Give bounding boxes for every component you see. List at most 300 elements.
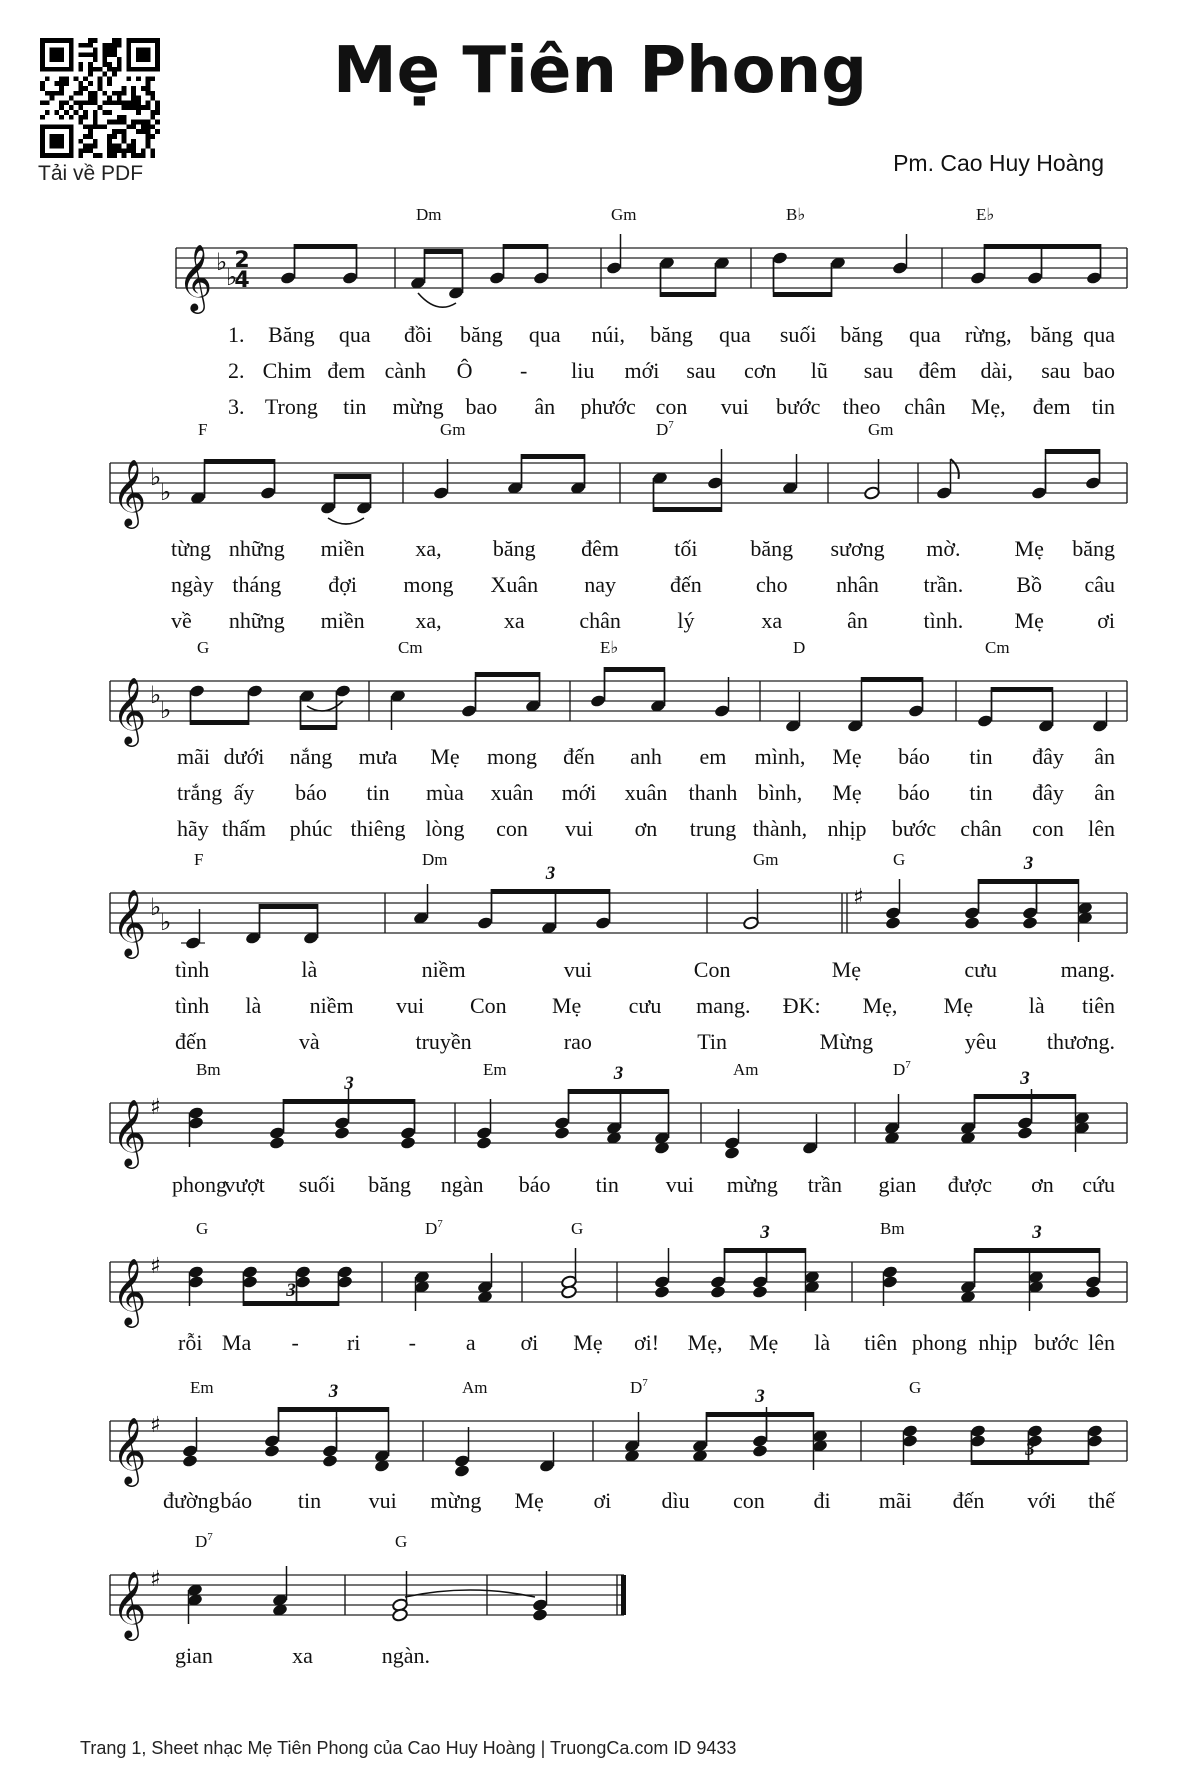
chord-symbol: E♭	[600, 638, 619, 657]
lyric-syllable: trần.	[923, 572, 964, 597]
lyric-syllable: ân	[534, 394, 556, 419]
beam	[661, 292, 716, 297]
lyric-syllable: băng	[650, 322, 693, 347]
flat-icon: ♭	[160, 908, 172, 936]
lyric-syllable: -	[291, 1330, 299, 1355]
lyric-syllable: phúc	[289, 816, 333, 841]
lyric-syllable: yêu	[964, 1029, 997, 1054]
chord-symbol: G	[571, 1219, 584, 1238]
lyric-syllable: -	[520, 358, 528, 383]
beam	[522, 454, 585, 459]
note-head	[1022, 916, 1039, 930]
beam	[504, 244, 548, 249]
lyric-syllable: ri	[346, 1330, 361, 1355]
lyric-syllable: rao	[563, 1029, 592, 1054]
time-signature-bottom: 4	[234, 268, 250, 293]
lyric-syllable: tin	[343, 394, 367, 419]
lyric-syllable: suối	[779, 322, 817, 347]
flat-icon: ♭	[226, 263, 238, 291]
chord-symbol: Bm	[880, 1219, 905, 1238]
tuplet-number: 3	[1020, 1068, 1030, 1089]
beam	[774, 292, 832, 297]
lyric-syllable: lý	[677, 608, 695, 633]
lyric-syllable: 3.	[228, 394, 245, 419]
lyric-syllable: tiên	[1082, 993, 1115, 1018]
chord-symbol: E♭	[976, 205, 995, 224]
lyric-syllable: Mẹ	[748, 1330, 779, 1355]
flat-icon: ♭	[150, 893, 162, 921]
lyric-syllable: là	[1028, 993, 1045, 1018]
lyric-syllable: đêm	[581, 536, 620, 561]
chord-symbol: F	[194, 850, 204, 869]
lyric-syllable: phong	[911, 1330, 967, 1355]
lyric-syllable: câu	[1084, 572, 1115, 597]
staff-system-1	[176, 205, 1127, 419]
note-head	[400, 1136, 417, 1150]
lyric-syllable: Mẹ	[1014, 608, 1044, 633]
lyric-syllable: -	[408, 1330, 416, 1355]
treble-clef-icon: 𝄞	[112, 458, 147, 526]
note-head	[182, 1454, 199, 1468]
lyric-syllable: thanh	[688, 780, 738, 805]
note-head	[532, 1608, 549, 1622]
lyric-syllable: nhịp	[978, 1330, 1018, 1355]
chord-symbol: F	[198, 420, 208, 439]
lyric-syllable: Trong	[264, 394, 318, 419]
lyric-syllable: mãi	[177, 744, 210, 769]
lyric-syllable: đem	[1032, 394, 1071, 419]
lyric-syllable: Bồ	[1016, 572, 1043, 597]
lyric-syllable: tin	[297, 1488, 322, 1513]
lyric-syllable: hãy	[177, 816, 209, 841]
flat-icon: ♭	[160, 696, 172, 724]
lyric-syllable: đến	[952, 1488, 985, 1513]
lyric-syllable: vượt	[224, 1172, 265, 1197]
lyric-syllable: mang.	[1060, 957, 1115, 982]
lyric-syllable: ơi!	[633, 1330, 660, 1355]
lyric-syllable: Mẹ	[430, 744, 460, 769]
beam	[301, 725, 337, 730]
chord-symbol: G	[893, 850, 906, 869]
slur	[307, 701, 343, 711]
lyric-syllable: con	[496, 816, 528, 841]
lyric-syllable: báo	[518, 1172, 551, 1197]
chord-symbol: $D^7$	[656, 419, 674, 439]
beam	[260, 904, 318, 909]
tuplet-number: 3	[1032, 1222, 1042, 1243]
chord-symbol: Cm	[985, 638, 1010, 657]
chord-symbol: Gm	[440, 420, 466, 439]
lyric-syllable: bước	[776, 394, 821, 419]
lyric-syllable: thương.	[1046, 1029, 1115, 1054]
lyric-syllable: sau	[686, 358, 716, 383]
lyric-syllable: thế	[1088, 1488, 1115, 1513]
chord-symbol: Am	[733, 1060, 759, 1079]
note-head	[752, 1285, 769, 1299]
note-head	[269, 1136, 286, 1150]
lyric-syllable: mừng	[392, 394, 444, 419]
lyric-syllable: suối	[298, 1172, 336, 1197]
lyric-syllable: đợi	[328, 572, 358, 597]
lyric-syllable: cưu	[628, 993, 662, 1018]
lyric-syllable: băng	[840, 322, 883, 347]
lyric-syllable: mong	[403, 572, 454, 597]
lyric-syllable: tình	[175, 957, 210, 982]
lyric-syllable: vui	[563, 957, 592, 982]
lyric-syllable: rừng,	[964, 322, 1012, 347]
lyric-syllable: báo	[898, 780, 930, 805]
lyric-syllable: qua	[528, 322, 561, 347]
page-footer: Trang 1, Sheet nhạc Mẹ Tiên Phong của Cao Huy Hoàng | TruongCa.com ID 9433	[80, 1738, 737, 1758]
lyric-syllable: và	[298, 1029, 320, 1054]
beam	[605, 667, 665, 672]
lyric-syllable: ngày	[171, 572, 214, 597]
lyric-syllable: là	[245, 993, 262, 1018]
lyric-syllable: vui	[665, 1172, 694, 1197]
lyric-syllable: đêm	[918, 358, 957, 383]
beam	[492, 889, 610, 894]
lyric-syllable: sương	[830, 536, 885, 561]
staff-system-8	[110, 1531, 626, 1668]
lyric-syllable: ơi	[1097, 608, 1115, 633]
beam	[1046, 449, 1100, 454]
lyric-syllable: ân	[1094, 744, 1115, 769]
beam	[205, 459, 275, 464]
lyric-syllable: vui	[368, 1488, 397, 1513]
lyric-syllable: bước	[891, 816, 937, 841]
lyric-syllable: cưu	[964, 957, 998, 982]
lyric-syllable: Tin	[697, 1029, 728, 1054]
lyric-syllable: mờ.	[926, 536, 961, 561]
beam	[862, 677, 923, 682]
lyric-syllable: phước	[580, 394, 636, 419]
chord-symbol: D	[793, 638, 806, 657]
lyric-syllable: Xuân	[490, 572, 539, 597]
sharp-icon: ♯	[150, 1413, 161, 1438]
lyric-syllable: chân	[960, 816, 1002, 841]
chord-symbol: Dm	[422, 850, 448, 869]
flat-icon: ♭	[216, 248, 228, 276]
chord-symbol: Gm	[753, 850, 779, 869]
lyric-syllable: xa,	[415, 536, 442, 561]
lyric-syllable: qua	[338, 322, 371, 347]
lyric-syllable: báo	[220, 1488, 253, 1513]
lyric-syllable: theo	[842, 394, 881, 419]
lyric-syllable: với	[1027, 1488, 1057, 1513]
lyric-syllable: dìu	[661, 1488, 690, 1513]
lyric-syllable: miền	[320, 608, 365, 633]
note-head	[654, 1285, 671, 1299]
lyric-syllable: chân	[904, 394, 946, 419]
beam	[985, 244, 1101, 249]
lyric-syllable: mừng	[430, 1488, 482, 1513]
lyric-syllable: thiêng	[350, 816, 406, 841]
lyric-syllable: là	[814, 1330, 831, 1355]
lyric-syllable: ơn	[634, 816, 658, 841]
beam	[972, 1460, 1089, 1465]
lyric-syllable: bao	[465, 394, 498, 419]
lyric-syllable: Mẹ	[943, 993, 973, 1018]
lyric-syllable: chân	[579, 608, 621, 633]
lyric-syllable: bình,	[757, 780, 803, 805]
lyric-syllable: Chim	[262, 358, 312, 383]
lyric-syllable: Mẹ	[552, 993, 582, 1018]
lyric-syllable: xuân	[490, 780, 534, 805]
tuplet-number: 3	[344, 1073, 354, 1094]
lyric-syllable: thấm	[222, 816, 266, 841]
beam	[569, 1089, 669, 1094]
tuplet-number: 3	[545, 863, 556, 884]
lyric-syllable: tin	[969, 744, 993, 769]
lyric-syllable: cơn	[743, 358, 777, 383]
treble-clef-icon: 𝄞	[178, 243, 213, 311]
tie	[405, 1590, 535, 1597]
lyric-syllable: báo	[898, 744, 930, 769]
staff-system-3	[110, 638, 1127, 841]
sharp-icon: ♯	[150, 1095, 161, 1120]
tuplet-number: 3	[613, 1063, 624, 1084]
lyric-syllable: nay	[584, 572, 616, 597]
sharp-icon: ♯	[150, 1567, 161, 1592]
chord-symbol: Em	[483, 1060, 507, 1079]
lyric-syllable: con	[655, 394, 688, 419]
lyric-syllable: nắng	[289, 744, 333, 769]
lyric-syllable: ĐK:	[782, 993, 821, 1018]
chord-symbol: $D^7$	[893, 1059, 911, 1079]
slur	[328, 518, 364, 524]
lyric-syllable: về	[171, 608, 192, 633]
lyric-syllable: miền	[320, 536, 365, 561]
note-head	[964, 916, 981, 930]
lyric-syllable: băng	[750, 536, 794, 561]
lyric-syllable: xa,	[415, 608, 442, 633]
lyric-syllable: tháng	[232, 572, 282, 597]
beam	[725, 1248, 806, 1253]
tuplet-number: 3	[1023, 853, 1034, 874]
lyric-syllable: mong	[486, 744, 538, 769]
lyric-syllable: qua	[718, 322, 751, 347]
note-head	[392, 1608, 409, 1622]
lyric-syllable: mới	[561, 780, 597, 805]
lyric-syllable: qua	[909, 322, 941, 347]
lyric-syllable: ấy	[233, 780, 255, 805]
lyric-syllable: Mẹ	[573, 1330, 603, 1355]
lyric-syllable: phong	[172, 1172, 227, 1197]
lyric-syllable: Mừng	[819, 1029, 874, 1054]
flat-icon: ♭	[160, 478, 172, 506]
note-head	[264, 1444, 281, 1458]
chord-symbol: G	[196, 1219, 209, 1238]
chord-symbol: $D^7$	[425, 1218, 443, 1238]
lyric-syllable: Mẹ	[832, 744, 862, 769]
lyric-syllable: ân	[847, 608, 868, 633]
lyric-syllable: đồi	[404, 322, 433, 347]
song-title: Mẹ Tiên Phong	[332, 34, 868, 108]
beam	[654, 507, 722, 512]
lyric-syllable: Con	[693, 957, 731, 982]
tuplet-number: 3	[1025, 1439, 1035, 1460]
lyric-syllable: ơi	[593, 1488, 612, 1513]
note-head	[752, 1444, 769, 1458]
beam	[975, 1094, 1076, 1099]
beam	[992, 687, 1053, 692]
lyric-syllable: gian	[878, 1172, 917, 1197]
chord-symbol: Gm	[868, 420, 894, 439]
lyric-syllable: tin	[1091, 394, 1115, 419]
lyric-syllable: mùa	[426, 780, 464, 805]
lyric-syllable: băng	[1030, 322, 1074, 347]
lyric-syllable: cành	[384, 358, 427, 383]
lyric-syllable: băng	[460, 322, 503, 347]
lyric-syllable: Mẹ	[832, 780, 862, 805]
beam	[979, 879, 1079, 884]
download-pdf-label[interactable]: Tải về PDF	[38, 162, 144, 185]
lyric-syllable: mình,	[754, 744, 806, 769]
staff-system-6	[110, 1218, 1127, 1355]
flag	[951, 459, 959, 479]
lyric-syllable: trắng	[177, 780, 223, 805]
lyric-syllable: dưới	[223, 744, 265, 769]
lyric-syllable: dài,	[980, 358, 1013, 383]
beam	[707, 1412, 814, 1417]
lyric-syllable: mới	[624, 358, 660, 383]
lyric-syllable: Mẹ,	[687, 1330, 723, 1355]
lyric-syllable: sau	[863, 358, 894, 383]
lyric-syllable: báo	[295, 780, 327, 805]
lyric-syllable: gian	[175, 1643, 213, 1668]
lyric-syllable: núi,	[591, 322, 625, 347]
note-head	[322, 1454, 339, 1468]
lyric-syllable: Con	[469, 993, 507, 1018]
lyric-syllable: bao	[1083, 358, 1115, 383]
tuplet-number: 3	[328, 1381, 339, 1402]
lyric-syllable: những	[228, 536, 285, 561]
lyric-syllable: tình	[175, 993, 210, 1018]
tuplet-number: 3	[760, 1222, 770, 1243]
lyric-syllable: a	[465, 1330, 476, 1355]
lyric-syllable: con	[1032, 816, 1064, 841]
lyric-syllable: là	[301, 957, 318, 982]
lyric-syllable: nhịp	[827, 816, 867, 841]
lyric-syllable: qua	[1083, 322, 1115, 347]
lyric-syllable: ơi	[520, 1330, 539, 1355]
lyric-syllable: xa	[761, 608, 783, 633]
note-head	[710, 1285, 727, 1299]
lyric-syllable: Băng	[268, 322, 315, 347]
lyric-syllable: đây	[1032, 780, 1064, 805]
lyric-syllable: băng	[1072, 536, 1115, 561]
note-head	[724, 1146, 741, 1160]
chord-symbol: G	[395, 1532, 408, 1551]
lyric-syllable: vui	[395, 993, 425, 1018]
lyric-syllable: Mẹ	[831, 957, 862, 982]
lyric-syllable: em	[699, 744, 727, 769]
lyric-syllable: ngàn.	[381, 1643, 430, 1668]
lyric-syllable: băng	[492, 536, 536, 561]
chord-symbol: Am	[462, 1378, 488, 1397]
lyric-syllable: lòng	[425, 816, 465, 841]
lyric-syllable: lên	[1088, 1330, 1115, 1355]
lyric-syllable: đến	[175, 1029, 207, 1054]
lyric-syllable: liu	[571, 358, 595, 383]
tuplet-number: 3	[286, 1280, 296, 1301]
lyric-syllable: tin	[595, 1172, 619, 1197]
beam	[191, 720, 249, 725]
lyric-syllable: Mẹ	[1014, 536, 1044, 561]
note-head	[1017, 1126, 1034, 1140]
beam	[425, 249, 463, 254]
lyric-syllable: truyền	[415, 1029, 472, 1054]
lyric-syllable: sau	[1041, 358, 1071, 383]
lyric-syllable: Mẹ	[514, 1488, 544, 1513]
lyric-syllable: đường	[163, 1488, 220, 1513]
treble-clef-icon: 𝄞	[112, 1098, 147, 1166]
lyric-syllable: tin	[969, 780, 993, 805]
final-bar-thick	[621, 1575, 626, 1615]
lyric-syllable: bước	[1034, 1330, 1079, 1355]
lyric-syllable: mãi	[878, 1488, 912, 1513]
beam	[279, 1407, 389, 1412]
beam	[335, 474, 371, 479]
time-signature-top: 2	[234, 248, 250, 273]
composer: Pm. Cao Huy Hoàng	[893, 150, 1104, 176]
lyric-syllable: con	[732, 1488, 765, 1513]
note-head	[454, 1464, 471, 1478]
chord-symbol: G	[197, 638, 210, 657]
lyric-syllable: trung	[689, 816, 737, 841]
tuplet-number: 3	[755, 1386, 765, 1407]
lyric-syllable: Mẹ,	[970, 394, 1006, 419]
treble-clef-icon: 𝄞	[112, 1570, 147, 1638]
lyric-syllable: đây	[1032, 744, 1064, 769]
flat-icon: ♭	[150, 463, 162, 491]
lyric-syllable: mang.	[696, 993, 751, 1018]
lyric-syllable: mừng	[726, 1172, 778, 1197]
lyric-syllable: Ma	[221, 1330, 252, 1355]
lyric-syllable: ngàn	[440, 1172, 484, 1197]
lyric-syllable: trần	[807, 1172, 842, 1197]
note-head	[561, 1285, 578, 1299]
lyric-syllable: vui	[720, 394, 749, 419]
lyric-syllable: thành,	[752, 816, 808, 841]
lyric-syllable: tiên	[864, 1330, 898, 1355]
staff-system-5	[110, 1059, 1127, 1197]
treble-clef-icon: 𝄞	[112, 1257, 147, 1325]
chord-symbol: G	[909, 1378, 922, 1397]
lyric-syllable: lũ	[810, 358, 828, 383]
lyric-syllable: đến	[563, 744, 595, 769]
staff-system-4	[110, 850, 1127, 1054]
note-head	[1085, 1285, 1102, 1299]
chord-symbol: Gm	[611, 205, 637, 224]
lyric-syllable: đem	[327, 358, 366, 383]
lyric-syllable: xa	[503, 608, 525, 633]
beam	[295, 244, 357, 249]
lyric-syllable: tối	[674, 536, 698, 561]
staff-system-2	[110, 419, 1127, 633]
lyric-syllable: niềm	[309, 993, 354, 1018]
chord-symbol: Cm	[398, 638, 423, 657]
treble-clef-icon: 𝄞	[112, 888, 147, 956]
staff-system-7	[110, 1377, 1127, 1513]
lyric-syllable: băng	[368, 1172, 411, 1197]
lyric-syllable: niềm	[421, 957, 466, 982]
lyric-syllable: vui	[564, 816, 594, 841]
lyric-syllable: anh	[630, 744, 662, 769]
beam	[476, 672, 540, 677]
sharp-icon: ♯	[150, 1254, 161, 1279]
lyric-syllable: những	[228, 608, 285, 633]
